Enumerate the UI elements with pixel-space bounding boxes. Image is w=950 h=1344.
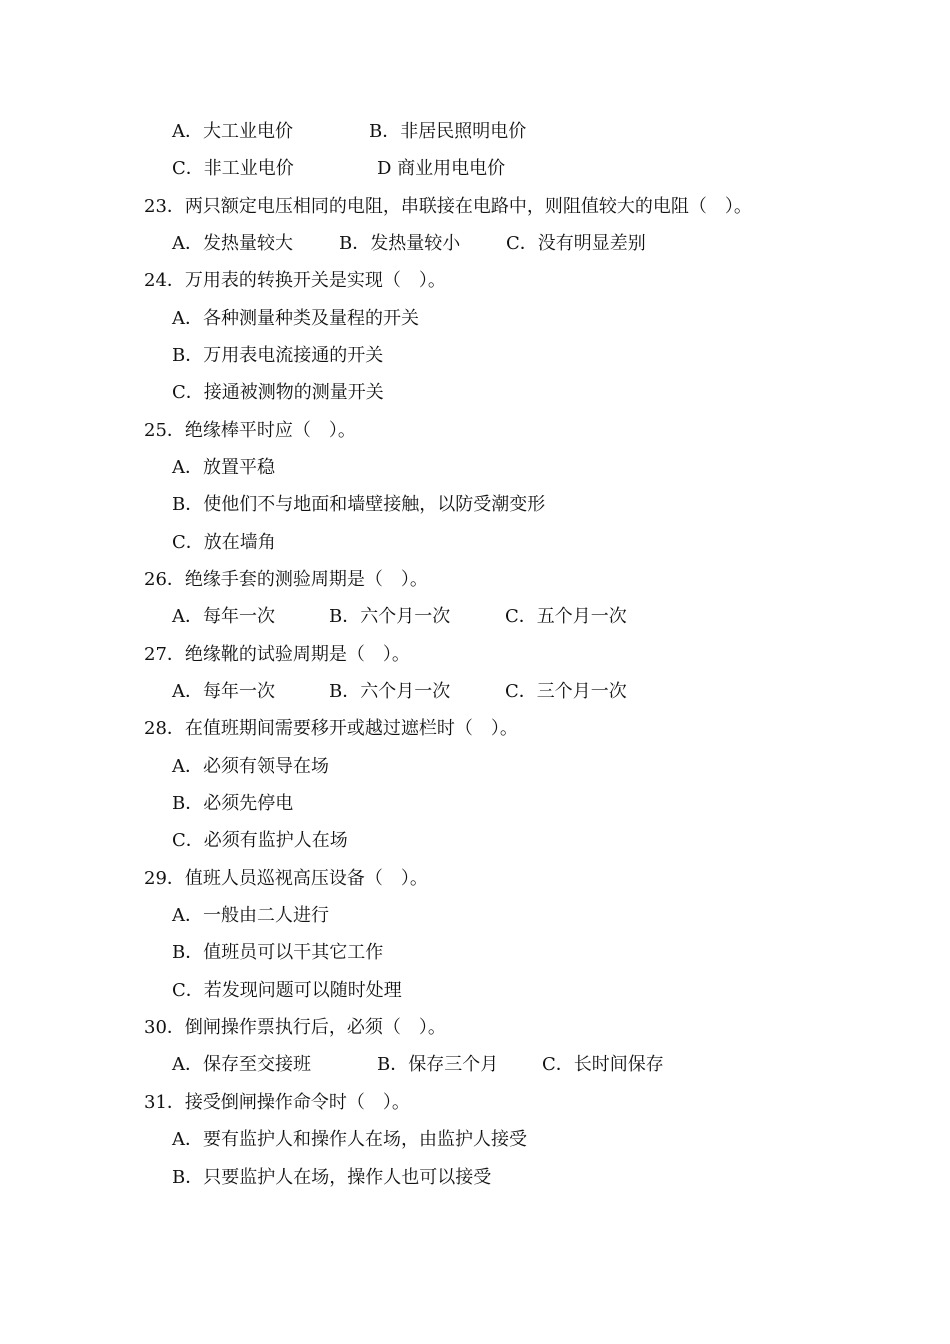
question-24: 24．万用表的转换开关是实现（ ）。 bbox=[144, 270, 446, 291]
option-c: C．三个月一次 bbox=[505, 681, 627, 702]
option-b: B．使他们不与地面和墙壁接触，以防受潮变形 bbox=[172, 494, 546, 515]
option-a: A．各种测量种类及量程的开关 bbox=[172, 308, 419, 329]
option-c: C．长时间保存 bbox=[542, 1054, 664, 1075]
option-a: A．必须有领导在场 bbox=[172, 756, 329, 777]
question-23: 23．两只额定电压相同的电阻，串联接在电路中，则阻值较大的电阻（ ）。 bbox=[144, 196, 752, 217]
option-a: A．放置平稳 bbox=[172, 457, 275, 478]
option-c: C．必须有监护人在场 bbox=[172, 830, 348, 851]
option-a: A．要有监护人和操作人在场，由监护人接受 bbox=[172, 1129, 527, 1150]
option-a: A．一般由二人进行 bbox=[172, 905, 329, 926]
option-a: A．大工业电价 bbox=[172, 121, 293, 142]
option-b: B．六个月一次 bbox=[329, 606, 451, 627]
option-a: A．每年一次 bbox=[172, 606, 275, 627]
option-c: C．没有明显差别 bbox=[506, 233, 646, 254]
question-27: 27．绝缘靴的试验周期是（ ）。 bbox=[144, 644, 410, 665]
option-b: B．非居民照明电价 bbox=[369, 121, 527, 142]
option-b: B．保存三个月 bbox=[377, 1054, 499, 1075]
option-b: B．发热量较小 bbox=[339, 233, 461, 254]
question-28: 28．在值班期间需要移开或越过遮栏时（ ）。 bbox=[144, 718, 518, 739]
option-c: C．接通被测物的测量开关 bbox=[172, 382, 384, 403]
option-b: B．六个月一次 bbox=[329, 681, 451, 702]
question-30: 30．倒闸操作票执行后，必须（ ）。 bbox=[144, 1017, 446, 1038]
question-25: 25．绝缘棒平时应（ ）。 bbox=[144, 420, 356, 441]
option-c: C．非工业电价 bbox=[172, 158, 294, 179]
question-26: 26．绝缘手套的测验周期是（ ）。 bbox=[144, 569, 428, 590]
option-b: B．值班员可以干其它工作 bbox=[172, 942, 384, 963]
option-b: B．万用表电流接通的开关 bbox=[172, 345, 384, 366]
option-c: C．若发现问题可以随时处理 bbox=[172, 980, 402, 1001]
option-a: A．每年一次 bbox=[172, 681, 275, 702]
option-c: C．放在墙角 bbox=[172, 532, 276, 553]
option-a: A．发热量较大 bbox=[172, 233, 293, 254]
option-a: A．保存至交接班 bbox=[172, 1054, 311, 1075]
question-31: 31．接受倒闸操作命令时（ ）。 bbox=[144, 1092, 410, 1113]
option-b: B．必须先停电 bbox=[172, 793, 294, 814]
option-b: B．只要监护人在场，操作人也可以接受 bbox=[172, 1167, 492, 1188]
option-c: C．五个月一次 bbox=[505, 606, 627, 627]
option-d: D 商业用电电价 bbox=[377, 158, 506, 179]
question-29: 29．值班人员巡视高压设备（ ）。 bbox=[144, 868, 428, 889]
